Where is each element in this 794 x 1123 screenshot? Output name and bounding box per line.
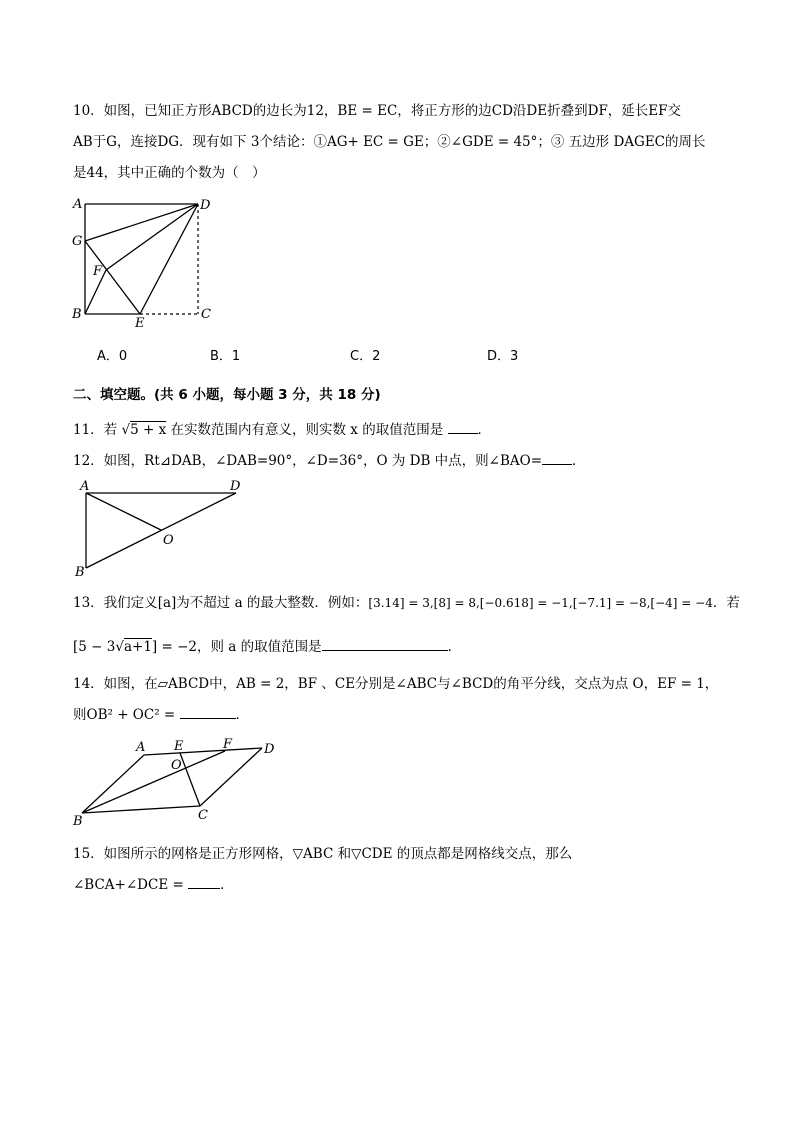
- q14-label-d: D: [264, 742, 275, 757]
- q12-figure: [72, 478, 252, 578]
- q12-label-d: D: [230, 479, 241, 494]
- q10-label-a: A: [73, 197, 83, 212]
- q12-label-a: A: [80, 479, 90, 494]
- q12-text: 12．如图，Rt⊿DAB，∠DAB=90°，∠D=36°，O 为 DB 中点，则∠BAO=: [73, 453, 543, 469]
- q10-figure: [68, 196, 218, 331]
- q10-label-c: C: [201, 307, 211, 322]
- q14-figure: [70, 736, 285, 831]
- q15-line2-end: ．: [220, 877, 234, 893]
- q12-end: ．: [572, 453, 586, 469]
- q13-radical-sign: √: [115, 639, 124, 655]
- q14-line2-end: ．: [235, 707, 250, 723]
- q10-choice-a: A．0: [97, 349, 128, 364]
- q10-label-f: F: [93, 264, 103, 279]
- q14-label-c: C: [198, 808, 208, 823]
- q13-line2-end: ．: [447, 639, 462, 655]
- q10-label-e: E: [135, 316, 145, 331]
- q13-mid: 为不超过 a 的最大整数．例如：: [176, 595, 369, 611]
- q14-answer-blank[interactable]: [180, 705, 236, 719]
- q10-line-2: AB于G，连接DG．现有如下 3个结论：①AG+ EC = GE；②∠GDE = 45°；③ 五边形 DAGEC的周长: [73, 134, 706, 150]
- q12-answer-blank[interactable]: [542, 451, 572, 465]
- q12-line: [73, 451, 586, 471]
- q13-line-1: [73, 593, 740, 613]
- q14-label-e: E: [174, 739, 184, 754]
- q11-suffix: 在实数范围内有意义，则实数 x 的取值范围是: [170, 422, 444, 438]
- q10-label-g: G: [72, 234, 83, 249]
- q14-label-o: O: [171, 758, 182, 773]
- q13-answer-blank[interactable]: [322, 637, 448, 651]
- q11-line: [73, 420, 491, 440]
- q15-line2-prefix: ∠BCA+∠DCE =: [73, 877, 184, 893]
- q11-prefix: 11．若: [73, 422, 118, 438]
- q13-examples: [3.14] = 3,[8] = 8,[−0.618] = −1,[−7.1] = −8,[−4] = −4: [368, 596, 713, 610]
- q13-expr-open: [5 − 3: [73, 639, 116, 655]
- q13-prefix: 13．我们定义: [73, 595, 158, 611]
- q11-radical-sign: √: [121, 422, 131, 438]
- q10-label-b: B: [72, 307, 82, 322]
- q12-label-b: B: [75, 565, 85, 580]
- q13-radical-arg: a+1: [123, 639, 152, 655]
- q10-line-3: 是44，其中正确的个数为（ ）: [73, 165, 266, 181]
- q15-line-1: 15．如图所示的网格是正方形网格，▽ABC 和▽CDE 的顶点都是网格线交点，那么: [73, 846, 573, 862]
- q14-line-2: [73, 705, 249, 725]
- q11-end: ．: [477, 422, 491, 438]
- q11-radical-arg: 5 + x: [130, 422, 167, 438]
- q15-answer-blank[interactable]: [188, 875, 220, 889]
- q10-label-d: D: [200, 198, 211, 213]
- section-2-heading: 二、填空题。(共 6 小题，每小题 3 分，共 18 分): [73, 387, 381, 403]
- q13-line-2: [73, 637, 461, 657]
- q14-label-f: F: [223, 737, 233, 752]
- q13-end: ．若: [712, 595, 740, 611]
- q13-bracket-a: [a]: [157, 595, 177, 611]
- q14-label-a: A: [136, 740, 146, 755]
- q15-line-2: [73, 875, 234, 895]
- q14-line2-prefix: 则OB² + OC² =: [73, 707, 176, 723]
- q10-line-1: 10．如图，已知正方形ABCD的边长为12，BE = EC，将正方形的边CD沿DE折叠到DF，延长EF交: [73, 103, 682, 119]
- q12-label-o: O: [163, 533, 174, 548]
- q10-choice-b: B．1: [210, 349, 241, 364]
- q10-choice-c: C．2: [350, 349, 381, 364]
- q11-answer-blank[interactable]: [448, 420, 478, 434]
- q14-label-b: B: [73, 814, 83, 829]
- q10-choice-d: D．3: [487, 349, 519, 364]
- q14-line-1: 14．如图，在▱ABCD中，AB = 2，BF 、CE分别是∠ABC与∠BCD的角平分线，交点为点 O，EF = 1，: [73, 676, 719, 692]
- q13-expr-close: ] = −2，则 a 的取值范围是: [151, 639, 322, 655]
